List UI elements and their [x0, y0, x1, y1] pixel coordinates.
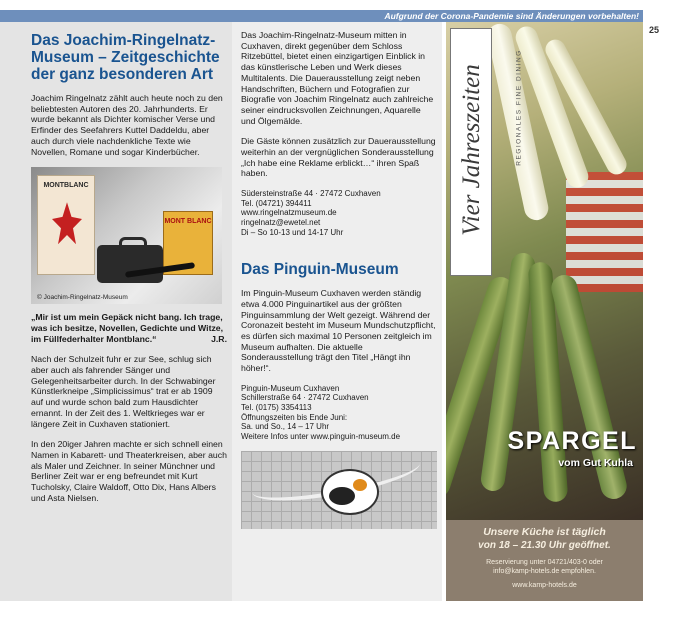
restaurant-advertisement [446, 22, 643, 601]
kitchen-hours-line1: Unsere Küche ist täglich [483, 526, 606, 538]
pinguin-contact [241, 384, 437, 442]
reservation-line2: info@kamp-hotels.de empfohlen. [493, 568, 596, 575]
ringelnatz-email[interactable]: ringelnatz@ewetel.net [241, 217, 321, 227]
ad-subheadline: vom Gut Kuhla [558, 457, 633, 469]
poster-text: MONTBLANC [43, 182, 89, 190]
corona-notice-bar [0, 10, 643, 22]
pinguin-name: Pinguin-Museum Cuxhaven [241, 383, 340, 393]
ad-headline: SPARGEL [507, 427, 637, 455]
ringelnatz-museum-text: Das Joachim-Ringelnatz-Museum mitten in Cuxhaven, direkt gegenüber dem Schloss Ritzebüttel, bietet einen einzigartigen Einblick in das künstlerische Leben und Werk dieses Multitalents. Die Dauerausstellung zeigt neben Handschriften, Büchern und Fotografien zur Biografie von Joachim Ringelnatz auch zahlreiche seiner eindrucksvollen Zeichnungen, Aquarelle und Ölgemälde. [241, 30, 434, 126]
pinguin-title: Das Pinguin-Museum [241, 261, 399, 279]
montblanc-poster [37, 175, 95, 275]
ad-website[interactable]: www.kamp-hotels.de [512, 582, 577, 589]
ringelnatz-contact [241, 189, 437, 237]
pinguin-hours: Sa. und So., 14 – 17 Uhr [241, 422, 330, 432]
museums-column [232, 22, 442, 601]
poster2-text: MONT BLANC [164, 218, 212, 226]
ringelnatz-quote [31, 312, 227, 344]
pinguin-phone: Tel. (0175) 3354113 [241, 402, 312, 412]
ringelnatz-paragraph-3: In den 20iger Jahren machte er sich schnell einen Namen in Kabarett- und Theaterkreisen, aber auch als Maler und Zeichner. In seiner Münchner und Berliner Zeit war er eng befreundet mit Kurt Tucholsky, Claire Waldoff, Otto Dix, Hans Albers und Asta Nielsen. [31, 439, 227, 503]
kitchen-hours-line2: von 18 – 21.30 Uhr geöffnet. [478, 540, 611, 551]
pinguin-text: Im Pinguin-Museum Cuxhaven werden ständig etwa 4.000 Pinguinartikel aus der größten Pinguinsammlung der Welt gezeigt. Während der Coronazeit besteht im Museum Mundschutzpflicht, es dürfen sich maximal 10 Personen zeitgleich im Museum aufhalten. Die aktuelle Sonderausstellung trägt den Titel „Hängt ihn höher!“. [241, 288, 436, 374]
ringelnatz-hours: Di – So 10-13 und 14-17 Uhr [241, 227, 344, 237]
reservation-line1: Reservierung unter 04721/403-0 oder [486, 559, 603, 566]
pinguin-hours-label: Öffnungszeiten bis Ende Juni: [241, 412, 348, 422]
suitcase-graphic [97, 245, 163, 283]
ad-footer [446, 520, 643, 601]
ringelnatz-exhibit-text: Die Gäste können zusätzlich zur Dauerausstellung weiterhin an der vergnüglichen Sonderausstellung „Ich habe eine Reklame erblickt…“ ihren Spaß haben. [241, 136, 436, 179]
ringelnatz-column [0, 22, 232, 601]
reservation-info [446, 558, 643, 576]
corona-notice: Aufgrund der Corona-Pandemie sind Änderungen vorbehalten! [384, 11, 639, 21]
ringelnatz-photo [31, 167, 222, 304]
penguin-figure-graphic [321, 469, 379, 515]
ringelnatz-intro: Joachim Ringelnatz zählt auch heute noch zu den beliebtesten Autoren des 20. Jahrhunderts. Er wurde bekannt als Dichter komischer Verse und Erfinder des Seefahrers Kuttel Daddeldu, aber auch durch viele nachdenkliche Texte wie Novellen, Romane und sogar Kinderbücher. [31, 93, 223, 157]
ringelnatz-address: Südersteinstraße 44 · 27472 Cuxhaven [241, 189, 381, 199]
quote-text: „Mir ist um mein Gepäck nicht bang. Ich trage, was ich besitze, Novellen, Gedichte und Witze, im Füllfederhalter Montblanc.“ [31, 312, 224, 344]
photo-credit: © Joachim-Ringelnatz-Museum [37, 294, 128, 302]
ringelnatz-title: Das Joachim-Ringelnatz-Museum – Zeitgeschichte der ganz besonderen Art [31, 32, 220, 83]
pinguin-address: Schillerstraße 64 · 27472 Cuxhaven [241, 393, 369, 403]
poster-star-graphic [52, 202, 82, 244]
pinguin-photo [241, 451, 437, 529]
ringelnatz-phone: Tel. (04721) 394411 [241, 198, 312, 208]
brand-logo: Vier Jahreszeiten [458, 64, 485, 236]
brand-tagline: REGIONALES FINE DINING [515, 49, 523, 166]
pinguin-web[interactable]: Weitere Infos unter www.pinguin-museum.de [241, 431, 401, 441]
quote-author: J.R. [211, 333, 227, 344]
page-number: 25 [649, 25, 660, 35]
ringelnatz-paragraph-2: Nach der Schulzeit fuhr er zur See, schlug sich aber auch als fahrender Sänger und Gelegenheitsarbeiter durch. In der Schwabinger Künstlerkneipe „Simplicissimus“ trat er ab 1909 auf und wurde schon bald zum Hausdichter ernannt. In der Zeit des 1. Weltkrieges war er längere Zeit in Cuxhaven stationiert. [31, 354, 216, 429]
brand-label [450, 28, 523, 276]
ringelnatz-web[interactable]: www.ringelnatzmuseum.de [241, 208, 337, 218]
